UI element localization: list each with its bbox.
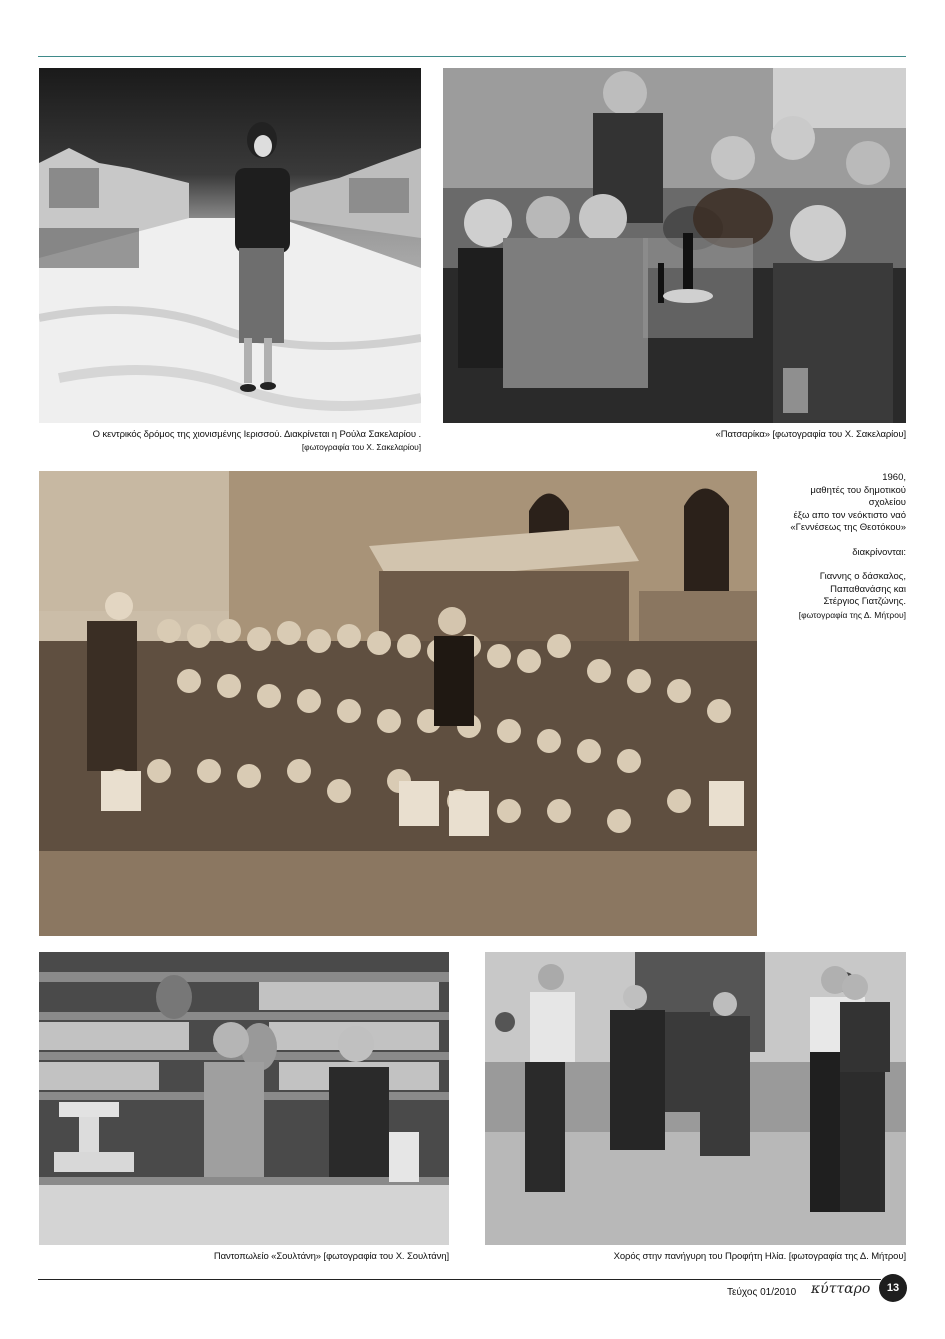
side-caption-gap	[760, 559, 906, 571]
side-caption-name: Παπαθανάσης και	[830, 583, 906, 595]
side-caption-line: μαθητές του δημοτικού	[810, 484, 906, 496]
caption-patsarika	[443, 428, 906, 441]
caption-snow-street-text: Ο κεντρικός δρόμος της χιονισμένης Ιερισσού. Διακρίνεται η Ρούλα Σακελαρίου .	[92, 429, 421, 440]
caption-dance-text: Χορός στην πανήγυρη του Προφήτη Ηλία. [φωτογραφία της Δ. Μήτρου]	[613, 1251, 906, 1262]
side-caption-name: Στέργιος Γιατζώνης.	[823, 596, 906, 607]
side-caption-line: σχολείου	[868, 497, 906, 508]
caption-dance	[485, 1250, 906, 1263]
side-caption-line: «Γεννέσεως της Θεοτόκου»	[790, 522, 906, 533]
caption-snow-street	[40, 428, 421, 454]
photo-patsarika	[443, 68, 906, 423]
footer-issue: Τεύχος 01/2010	[727, 1287, 797, 1298]
bottom-rule	[38, 1279, 881, 1280]
side-caption-school-1960	[760, 472, 906, 621]
side-caption-credit: [φωτογραφία της Δ. Μήτρου]	[798, 609, 906, 620]
photo-snow-street	[39, 68, 421, 423]
side-caption-label: διακρίνονται:	[852, 546, 906, 558]
top-rule	[38, 56, 906, 57]
photo-grocery	[39, 952, 449, 1245]
photo-school-1960	[39, 471, 757, 936]
footer-logo: κύτταρο	[811, 1281, 871, 1297]
side-caption-gap	[760, 535, 906, 547]
caption-grocery-text: Παντοπωλείο «Σουλτάνη» [φωτογραφία του Χ. Σουλτάνη]	[213, 1251, 449, 1262]
side-caption-name: Γιαννης ο δάσκαλος,	[819, 571, 906, 582]
caption-snow-street-credit: [φωτογραφία του Χ. Σακελαρίου]	[301, 442, 421, 452]
side-caption-line: έξω απο τον νεόκτιστο ναό	[793, 509, 906, 521]
caption-grocery	[39, 1250, 449, 1263]
side-caption-line: 1960,	[882, 472, 906, 483]
page-number-badge: 13	[879, 1274, 907, 1302]
photo-dance	[485, 952, 906, 1245]
caption-patsarika-text: «Πατσαρίκα» [φωτογραφία του Χ. Σακελαρίου]	[715, 429, 906, 440]
